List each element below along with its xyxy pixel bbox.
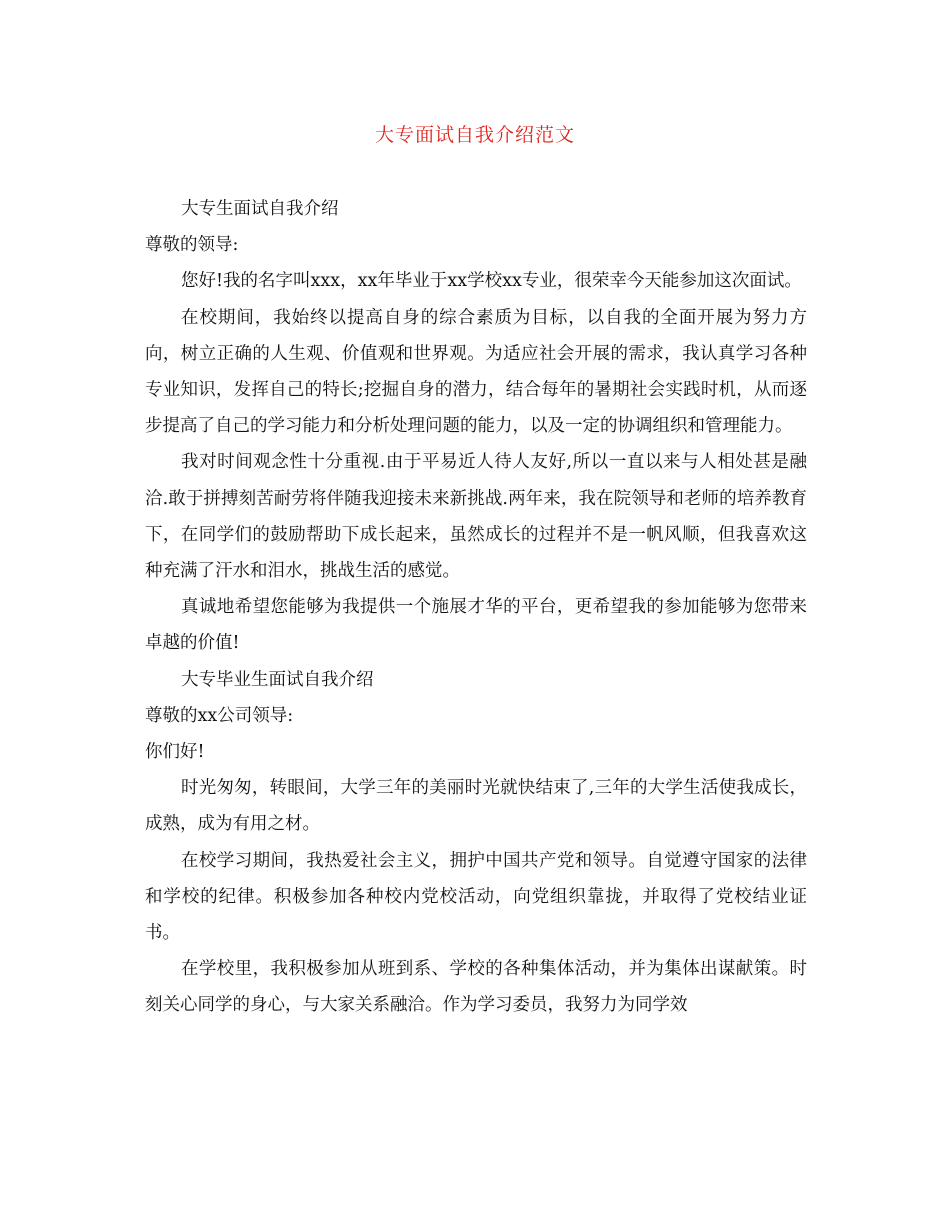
paragraph: 时光匆匆，转眼间，大学三年的美丽时光就快结束了,三年的大学生活使我成长，成熟，成为有用之材。	[145, 778, 807, 835]
paragraph: 真诚地希望您能够为我提供一个施展才华的平台，更希望我的参加能够为您带来卓越的价值!	[145, 597, 807, 654]
paragraph: 尊敬的xx公司领导:	[145, 705, 294, 726]
paragraph: 您好!我的名字叫xxx，xx年毕业于xx学校xx专业，很荣幸今天能参加这次面试。	[181, 271, 802, 292]
paragraph: 在学校里，我积极参加从班到系、学校的各种集体活动，并为集体出谋献策。时刻关心同学的身心，与大家关系融洽。作为学习委员，我努力为同学效	[145, 959, 807, 1016]
document-title: 大专面试自我介绍范文	[374, 124, 575, 146]
paragraph: 大专生面试自我介绍	[181, 199, 339, 219]
document-body	[145, 191, 807, 1024]
paragraph: 你们好!	[145, 742, 205, 763]
paragraph: 大专毕业生面试自我介绍	[181, 669, 374, 690]
paragraph: 尊敬的领导:	[145, 235, 239, 256]
paragraph: 在校学习期间，我热爱社会主义，拥护中国共产党和领导。自觉遵守国家的法律和学校的纪律。积极参加各种校内党校活动，向党组织靠拢，并取得了党校结业证书。	[145, 850, 807, 944]
paragraph: 在校期间，我始终以提高自身的综合素质为目标，以自我的全面开展为努力方向，树立正确的人生观、价值观和世界观。为适应社会开展的需求，我认真学习各种专业知识，发挥自己的特长;挖掘自身的潜力，结合每年的暑期社会实践时机，从而逐步提高了自己的学习能力和分析处理问题的能力，以及一定的协调组织和管理能力。	[145, 307, 807, 437]
paragraph: 我对时间观念性十分重视.由于平易近人待人友好,所以一直以来与人相处甚是融洽.敢于拼搏刻苦耐劳将伴随我迎接未来新挑战.两年来，我在院领导和老师的培养教育下，在同学们的鼓励帮助下成长起来，虽然成长的过程并不是一帆风顺，但我喜欢这种充满了汗水和泪水，挑战生活的感觉。	[145, 452, 807, 582]
